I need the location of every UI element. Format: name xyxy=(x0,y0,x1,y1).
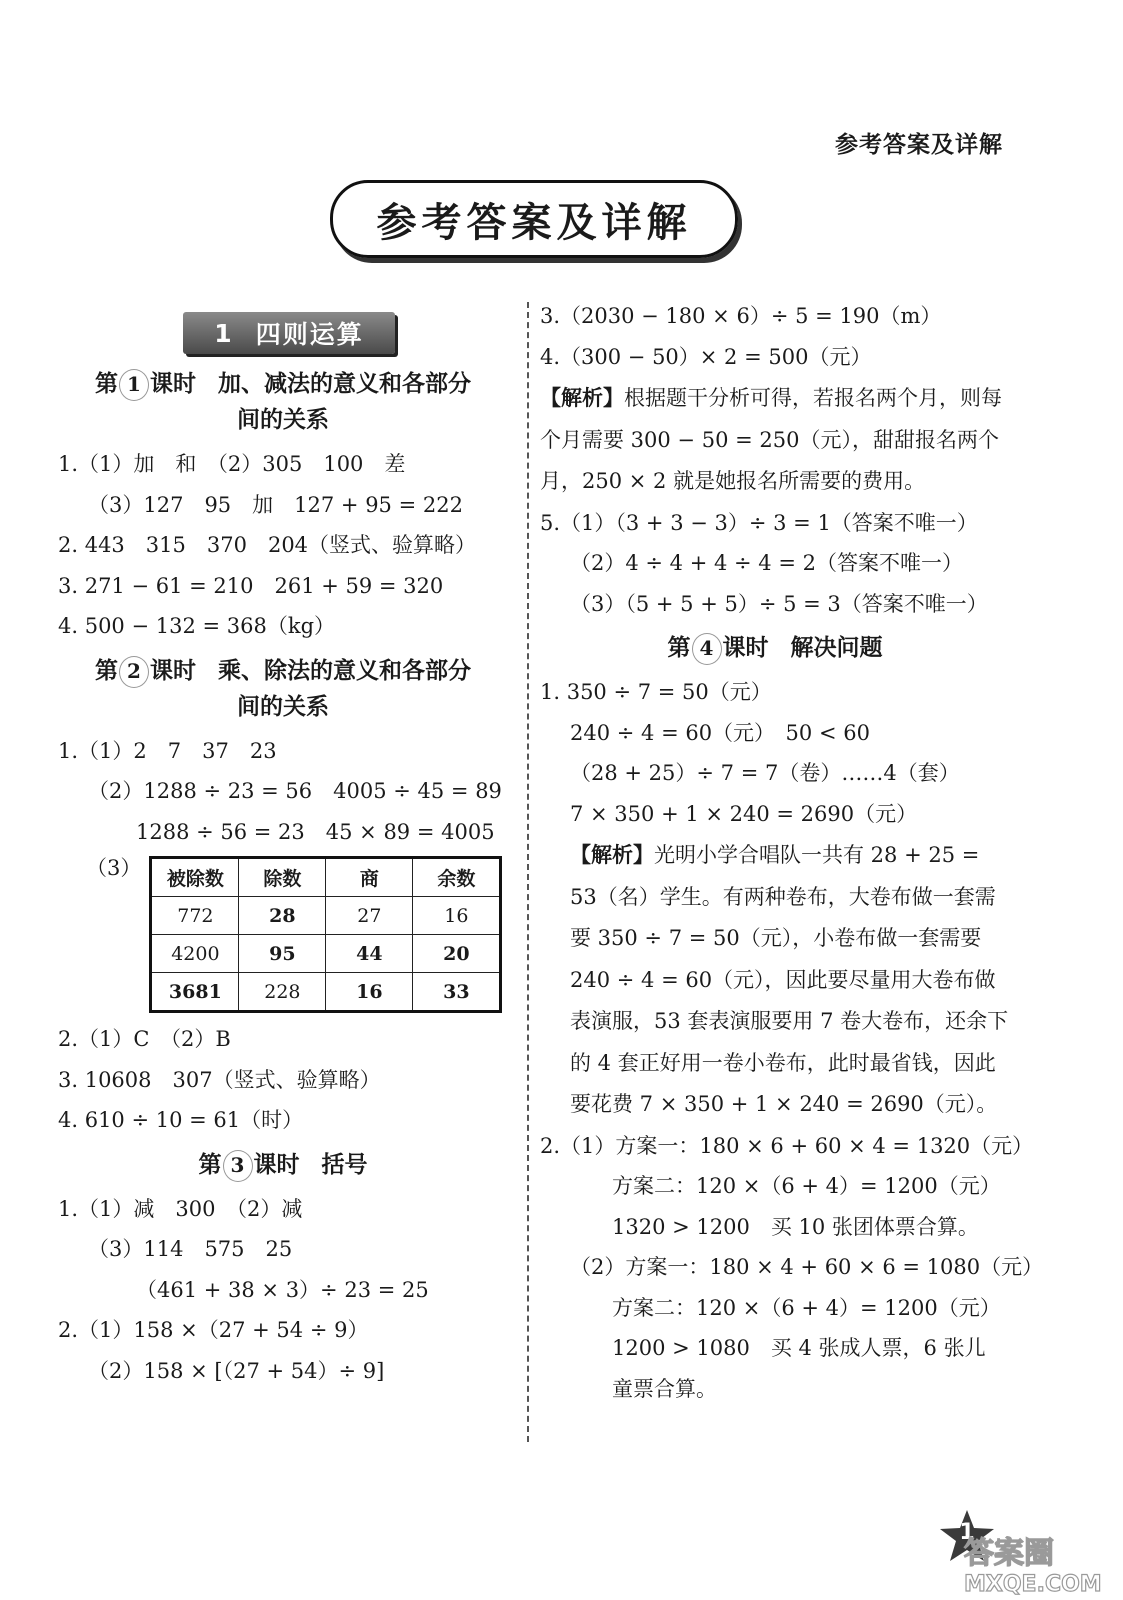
answer-line: 1320 > 1200 买 10 张团体票合算。 xyxy=(612,1214,979,1239)
table-row xyxy=(151,973,501,1012)
answer-line: 2.（1）C （2）B xyxy=(58,1027,231,1051)
answer-line: （3）（5 + 5 + 5）÷ 5 = 3（答案不唯一） xyxy=(570,591,988,616)
table-cell: 33 xyxy=(413,973,501,1012)
answer-line: 4. 610 ÷ 10 = 61（时） xyxy=(58,1108,304,1132)
table-row xyxy=(151,935,501,973)
answer-line: （2）方案一：180 × 4 + 60 × 6 = 1080（元） xyxy=(570,1255,1044,1279)
answer-line: 2.（1）方案一：180 × 6 + 60 × 4 = 1320（元） xyxy=(540,1133,1034,1158)
lesson-1-heading: 第 1 课时 加、减法的意义和各部分 间的关系 xyxy=(95,370,471,433)
answer-line: 1.（1）加 和 （2）305 100 差 xyxy=(58,452,406,476)
table-cell: 20 xyxy=(413,935,501,973)
answer-line: 1. 350 ÷ 7 = 50（元） xyxy=(540,680,772,704)
answer-line: 5.（1）（3 + 3 − 3）÷ 3 = 1（答案不唯一） xyxy=(540,510,978,535)
table-cell: 772 xyxy=(151,897,239,935)
table-cell: 28 xyxy=(239,897,326,935)
lesson-number: 1 xyxy=(119,369,149,401)
column-divider xyxy=(527,302,529,1442)
table-header: 除数 xyxy=(239,858,326,897)
answer-line: 3.（2030 − 180 × 6）÷ 5 = 190（m） xyxy=(540,304,942,328)
table-row xyxy=(151,897,501,935)
lesson-4-heading: 第 4 课时 解决问题 xyxy=(540,630,1010,666)
table-cell: 27 xyxy=(326,897,413,935)
answer-line: 3. 271 − 61 = 210 261 + 59 = 320 xyxy=(58,573,444,598)
answer-line: 3. 10608 307（竖式、验算略） xyxy=(58,1067,381,1092)
answer-line: （2）1288 ÷ 23 = 56 4005 ÷ 45 = 89 xyxy=(88,779,502,803)
table-cell: 95 xyxy=(239,935,326,973)
answer-line: 240 ÷ 4 = 60（元） 50 < 60 xyxy=(570,720,870,745)
table-cell: 16 xyxy=(326,973,413,1012)
page-title: 参考答案及详解 xyxy=(330,180,738,258)
lesson-2-heading: 第 2 课时 乘、除法的意义和各部分 间的关系 xyxy=(95,656,471,720)
table-cell: 44 xyxy=(326,935,413,973)
answer-line: 1288 ÷ 56 = 23 45 × 89 = 4005 xyxy=(136,819,495,844)
answer-line: （2）158 × [（27 + 54）÷ 9] xyxy=(88,1358,385,1383)
svg-text:答案圈: 答案圈 xyxy=(964,1536,1054,1571)
lesson-title: 解决问题 xyxy=(790,634,883,661)
answer-line: （2）4 ÷ 4 + 4 ÷ 4 = 2（答案不唯一） xyxy=(570,551,963,575)
unit-banner xyxy=(183,312,395,354)
watermark-logo xyxy=(960,1525,1110,1595)
unit-name: 四则运算 xyxy=(255,320,364,349)
lesson-title: 乘、除法的意义和各部分 xyxy=(218,656,471,684)
table-header: 余数 xyxy=(413,858,501,897)
table-header: 被除数 xyxy=(151,858,239,897)
table-header-row xyxy=(151,858,501,897)
lesson-title-cont: 间的关系 xyxy=(237,692,329,720)
answer-line: 方案二：120 ×（6 + 4）= 1200（元） xyxy=(612,1295,1001,1320)
answer-line: 1.（1）2 7 37 23 xyxy=(58,738,277,763)
lesson-number: 2 xyxy=(119,656,149,688)
analysis-text: 根据题干分析可得，若报名两个月，则每个月需要 300 − 50 = 250（元），甜甜报名两个月，250 × 2 就是她报名所需要的费用。 xyxy=(540,386,1002,493)
analysis-paragraph xyxy=(540,834,1010,1126)
table-question-label: （3） xyxy=(86,856,142,880)
table-cell: 228 xyxy=(239,973,326,1012)
division-table xyxy=(149,856,502,1013)
answer-line: （3）127 95 加 127 + 95 = 222 xyxy=(88,492,463,517)
division-table-block xyxy=(58,856,508,1013)
lesson-title-cont: 间的关系 xyxy=(237,406,329,433)
answer-line: 4.（300 − 50）× 2 = 500（元） xyxy=(540,344,872,369)
lesson-number: 4 xyxy=(692,633,722,665)
table-cell: 16 xyxy=(413,897,501,935)
running-header: 参考答案及详解 xyxy=(835,131,1003,158)
table-cell: 4200 xyxy=(151,935,239,973)
analysis-tag: 【解析】 xyxy=(540,385,624,410)
left-column xyxy=(58,300,508,1391)
answer-line: 7 × 350 + 1 × 240 = 2690（元） xyxy=(570,801,918,826)
page-number: 1 xyxy=(959,1520,975,1545)
lesson-title: 括号 xyxy=(321,1150,368,1178)
unit-number: 1 xyxy=(214,318,234,348)
answer-line: （3）114 575 25 xyxy=(88,1237,293,1261)
answer-line: 1200 > 1080 买 4 张成人票，6 张儿 xyxy=(612,1336,986,1360)
svg-text:MXQE.COM: MXQE.COM xyxy=(964,1572,1102,1595)
lesson-title: 加、减法的意义和各部分 xyxy=(218,370,471,397)
right-column xyxy=(540,296,1044,1409)
lesson-number: 3 xyxy=(223,1150,253,1182)
answer-line: 2. 443 315 370 204（竖式、验算略） xyxy=(58,533,477,557)
analysis-tag: 【解析】 xyxy=(570,842,654,867)
table-header: 商 xyxy=(326,858,413,897)
answer-line: 4. 500 − 132 = 368（kg） xyxy=(58,614,336,638)
answer-line: 方案二：120 ×（6 + 4）= 1200（元） xyxy=(612,1174,1001,1198)
analysis-paragraph xyxy=(540,377,1010,503)
answer-line: 1.（1）减 300 （2）减 xyxy=(58,1196,303,1221)
lesson-3-heading: 第 3 课时 括号 xyxy=(58,1147,508,1183)
answer-line: （28 + 25）÷ 7 = 7（卷）……4（套） xyxy=(570,761,960,785)
answer-line: 2.（1）158 ×（27 + 54 ÷ 9） xyxy=(58,1318,369,1342)
table-cell: 3681 xyxy=(151,973,239,1012)
answer-line: 童票合算。 xyxy=(612,1376,717,1401)
analysis-text: 光明小学合唱队一共有 28 + 25 = 53（名）学生。有两种卷布，大卷布做一套需要 350 ÷ 7 = 50（元），小卷布做一套需要 240 ÷ 4 = 60（元），因此要尽量用大卷布做表演服，53 套表演服要用 7 卷大卷布，还余下的 4 套正好用一卷小卷布，此时最省钱，因此要花费 7 × 350 + 1 × 240 = 2690（元）。 xyxy=(570,843,1009,1116)
answer-line: （461 + 38 × 3）÷ 23 = 25 xyxy=(136,1277,429,1302)
